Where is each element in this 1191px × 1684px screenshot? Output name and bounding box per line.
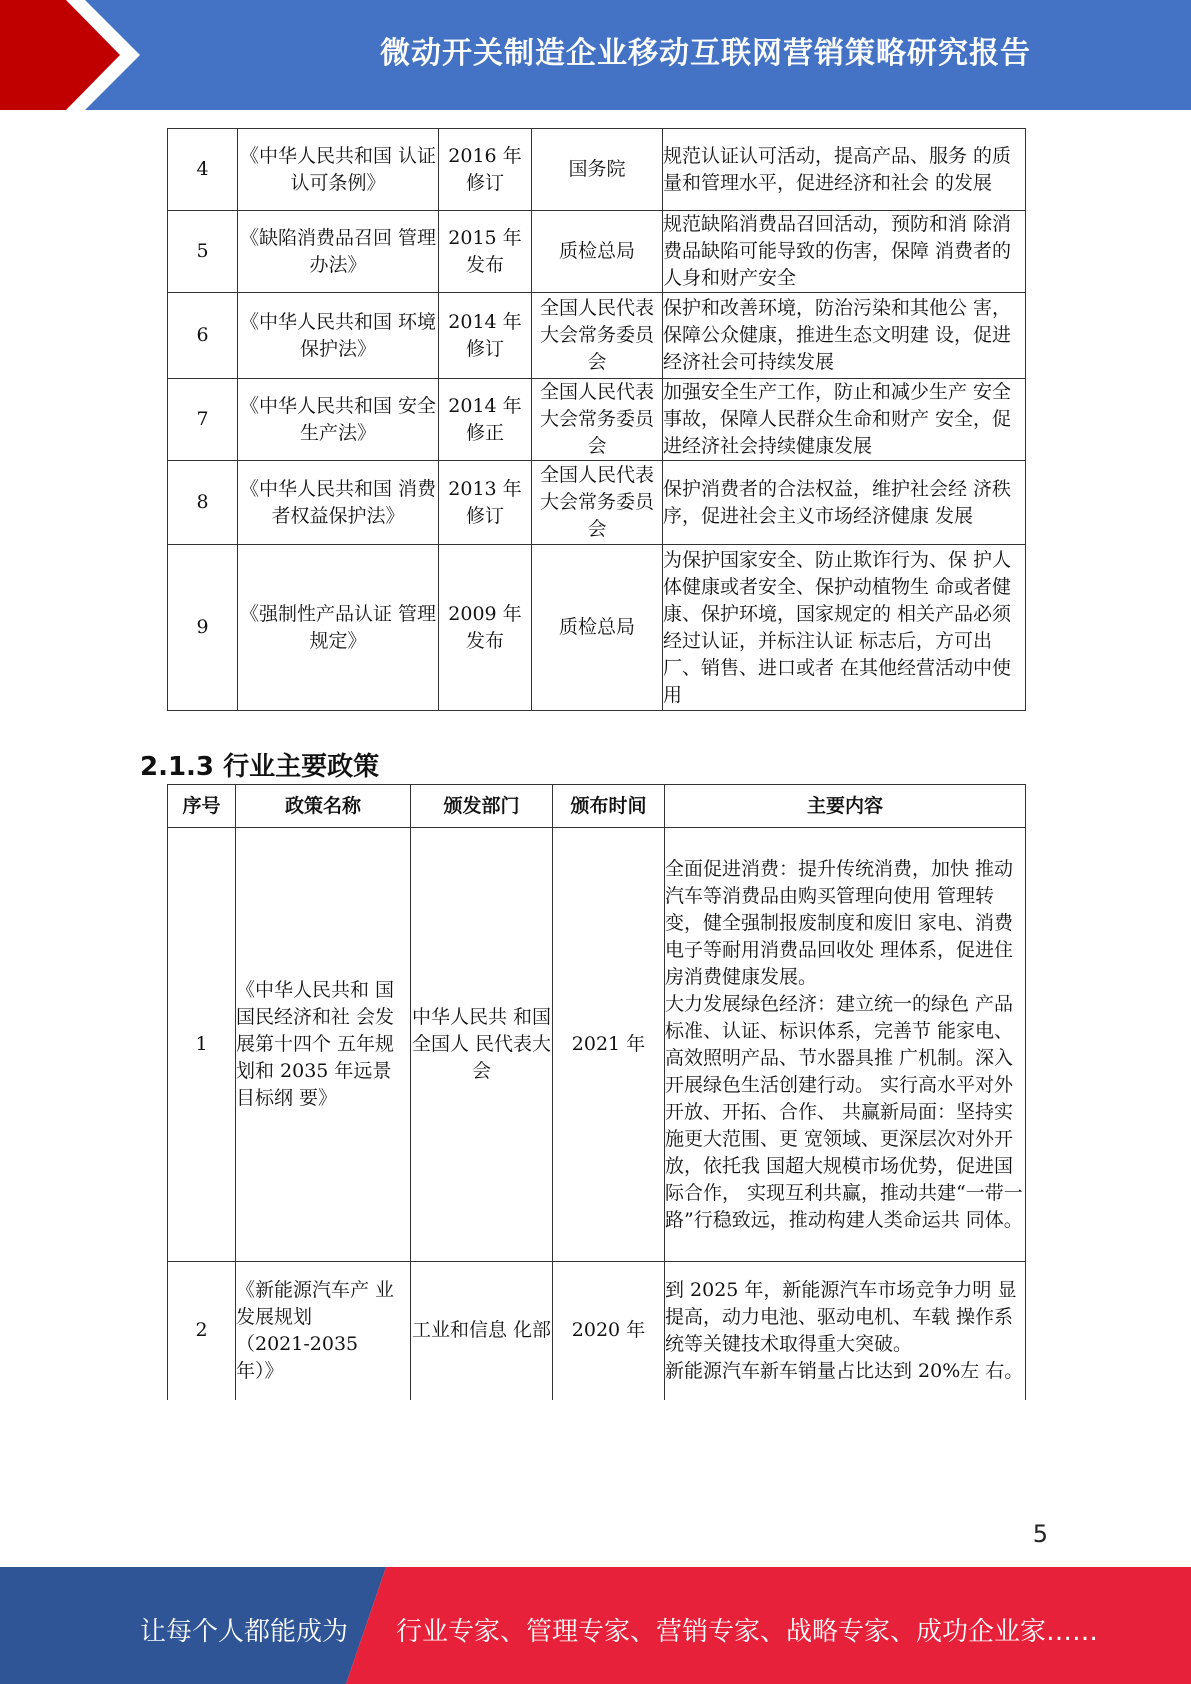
policy-name: 《新能源汽车产 业发展规划 （2021-2035 年）》 xyxy=(236,1262,411,1400)
issue-date: 2020 年 xyxy=(553,1262,665,1400)
policy-table xyxy=(167,784,1026,1400)
table-row xyxy=(168,828,1026,1262)
issuing-department: 质检总局 xyxy=(532,211,663,293)
issue-date: 2016 年修订 xyxy=(439,129,532,211)
issuing-department: 中华人民共 和国全国人 民代表大会 xyxy=(411,828,553,1262)
table-row xyxy=(168,1262,1026,1400)
main-content: 规范认证认可活动，提高产品、服务 的质量和管理水平，促进经济和社会 的发展 xyxy=(663,129,1026,211)
regulation-name: 《缺陷消费品召回 管理办法》 xyxy=(238,211,439,293)
main-content: 到 2025 年，新能源汽车市场竞争力明 显提高，动力电池、驱动电机、车载 操作系统等关键技术取得重大突破。 新能源汽车新车销量占比达到 20%左 右。 xyxy=(665,1262,1026,1400)
issuing-department: 工业和信息 化部 xyxy=(411,1262,553,1400)
header-arrow-decoration xyxy=(0,0,160,110)
issue-date: 2013 年修订 xyxy=(439,461,532,545)
regulation-name: 《中华人民共和国 消费者权益保护法》 xyxy=(238,461,439,545)
regulation-name: 《中华人民共和国 认证认可条例》 xyxy=(238,129,439,211)
main-content: 规范缺陷消费品召回活动，预防和消 除消费品缺陷可能导致的伤害，保障 消费者的人身和财产安全 xyxy=(663,211,1026,293)
main-content: 保护和改善环境，防治污染和其他公 害，保障公众健康，推进生态文明建 设，促进经济社会可持续发展 xyxy=(663,293,1026,379)
section-heading: 2.1.3 行业主要政策 xyxy=(140,752,380,782)
row-number: 7 xyxy=(168,379,238,461)
header-no: 序号 xyxy=(168,785,236,828)
main-content: 全面促进消费：提升传统消费，加快 推动汽车等消费品由购买管理向使用 管理转变，健全强制报废制度和废旧 家电、消费电子等耐用消费品回收处 理体系，促进住房消费健康发展。 大力发展绿色经济：建立统一的绿色 产品标准、认证、标识体系，完善节 能家电、高效照明产品、节水器具推 广机制。深入开展绿色生活创建行动。 实行高水平对外开放、开拓、合作、 共赢新局面：坚持实施更大范围、更 宽领域、更深层次对外开放，依托我 国超大规模市场优势，促进国际合作， 实现互利共赢，推动共建“一带一 路”行稳致远，推动构建人类命运共 同体。 xyxy=(665,828,1026,1262)
issuing-department: 全国人民代表大会常务委员会 xyxy=(532,379,663,461)
table-row xyxy=(168,211,1026,293)
header-department: 颁发部门 xyxy=(411,785,553,828)
header-content: 主要内容 xyxy=(665,785,1026,828)
main-content: 加强安全生产工作，防止和减少生产 安全事故，保障人民群众生命和财产 安全，促进经济社会持续健康发展 xyxy=(663,379,1026,461)
row-number: 1 xyxy=(168,828,236,1262)
table-row xyxy=(168,461,1026,545)
footer-slogan-left: 让每个人都能成为 xyxy=(140,1617,349,1647)
issuing-department: 国务院 xyxy=(532,129,663,211)
row-number: 8 xyxy=(168,461,238,545)
issue-date: 2015 年发布 xyxy=(439,211,532,293)
issue-date: 2014 年修订 xyxy=(439,293,532,379)
table-row xyxy=(168,379,1026,461)
issue-date: 2021 年 xyxy=(553,828,665,1262)
row-number: 5 xyxy=(168,211,238,293)
regulations-table xyxy=(167,128,1026,711)
issuing-department: 全国人民代表大会常务委员会 xyxy=(532,461,663,545)
footer-slogan-right: 行业专家、管理专家、营销专家、战略专家、成功企业家…… xyxy=(396,1617,1099,1647)
main-content: 保护消费者的合法权益，维护社会经 济秩序，促进社会主义市场经济健康 发展 xyxy=(663,461,1026,545)
header-policy-name: 政策名称 xyxy=(236,785,411,828)
regulation-name: 《强制性产品认证 管理规定》 xyxy=(238,545,439,711)
issuing-department: 全国人民代表大会常务委员会 xyxy=(532,293,663,379)
footer-banner xyxy=(0,1567,1191,1684)
issue-date: 2014 年修正 xyxy=(439,379,532,461)
row-number: 4 xyxy=(168,129,238,211)
table-row xyxy=(168,293,1026,379)
regulation-name: 《中华人民共和国 环境保护法》 xyxy=(238,293,439,379)
row-number: 9 xyxy=(168,545,238,711)
issuing-department: 质检总局 xyxy=(532,545,663,711)
issue-date: 2009 年发布 xyxy=(439,545,532,711)
table-row xyxy=(168,129,1026,211)
page-number: 5 xyxy=(1032,1520,1048,1548)
main-content: 为保护国家安全、防止欺诈行为、保 护人体健康或者安全、保护动植物生 命或者健康、保护环境，国家规定的 相关产品必须经过认证，并标注认证 标志后，方可出厂、销售、进口或者 在其他经营活动中使用 xyxy=(663,545,1026,711)
header-banner xyxy=(0,0,1191,110)
report-title: 微动开关制造企业移动互联网营销策略研究报告 xyxy=(380,36,1031,71)
row-number: 6 xyxy=(168,293,238,379)
regulation-name: 《中华人民共和国 安全生产法》 xyxy=(238,379,439,461)
policy-name: 《中华人民共和 国国民经济和社 会发展第十四个 五年规划和 2035 年远景目标纲 要》 xyxy=(236,828,411,1262)
header-date: 颁布时间 xyxy=(553,785,665,828)
row-number: 2 xyxy=(168,1262,236,1400)
table-row xyxy=(168,545,1026,711)
